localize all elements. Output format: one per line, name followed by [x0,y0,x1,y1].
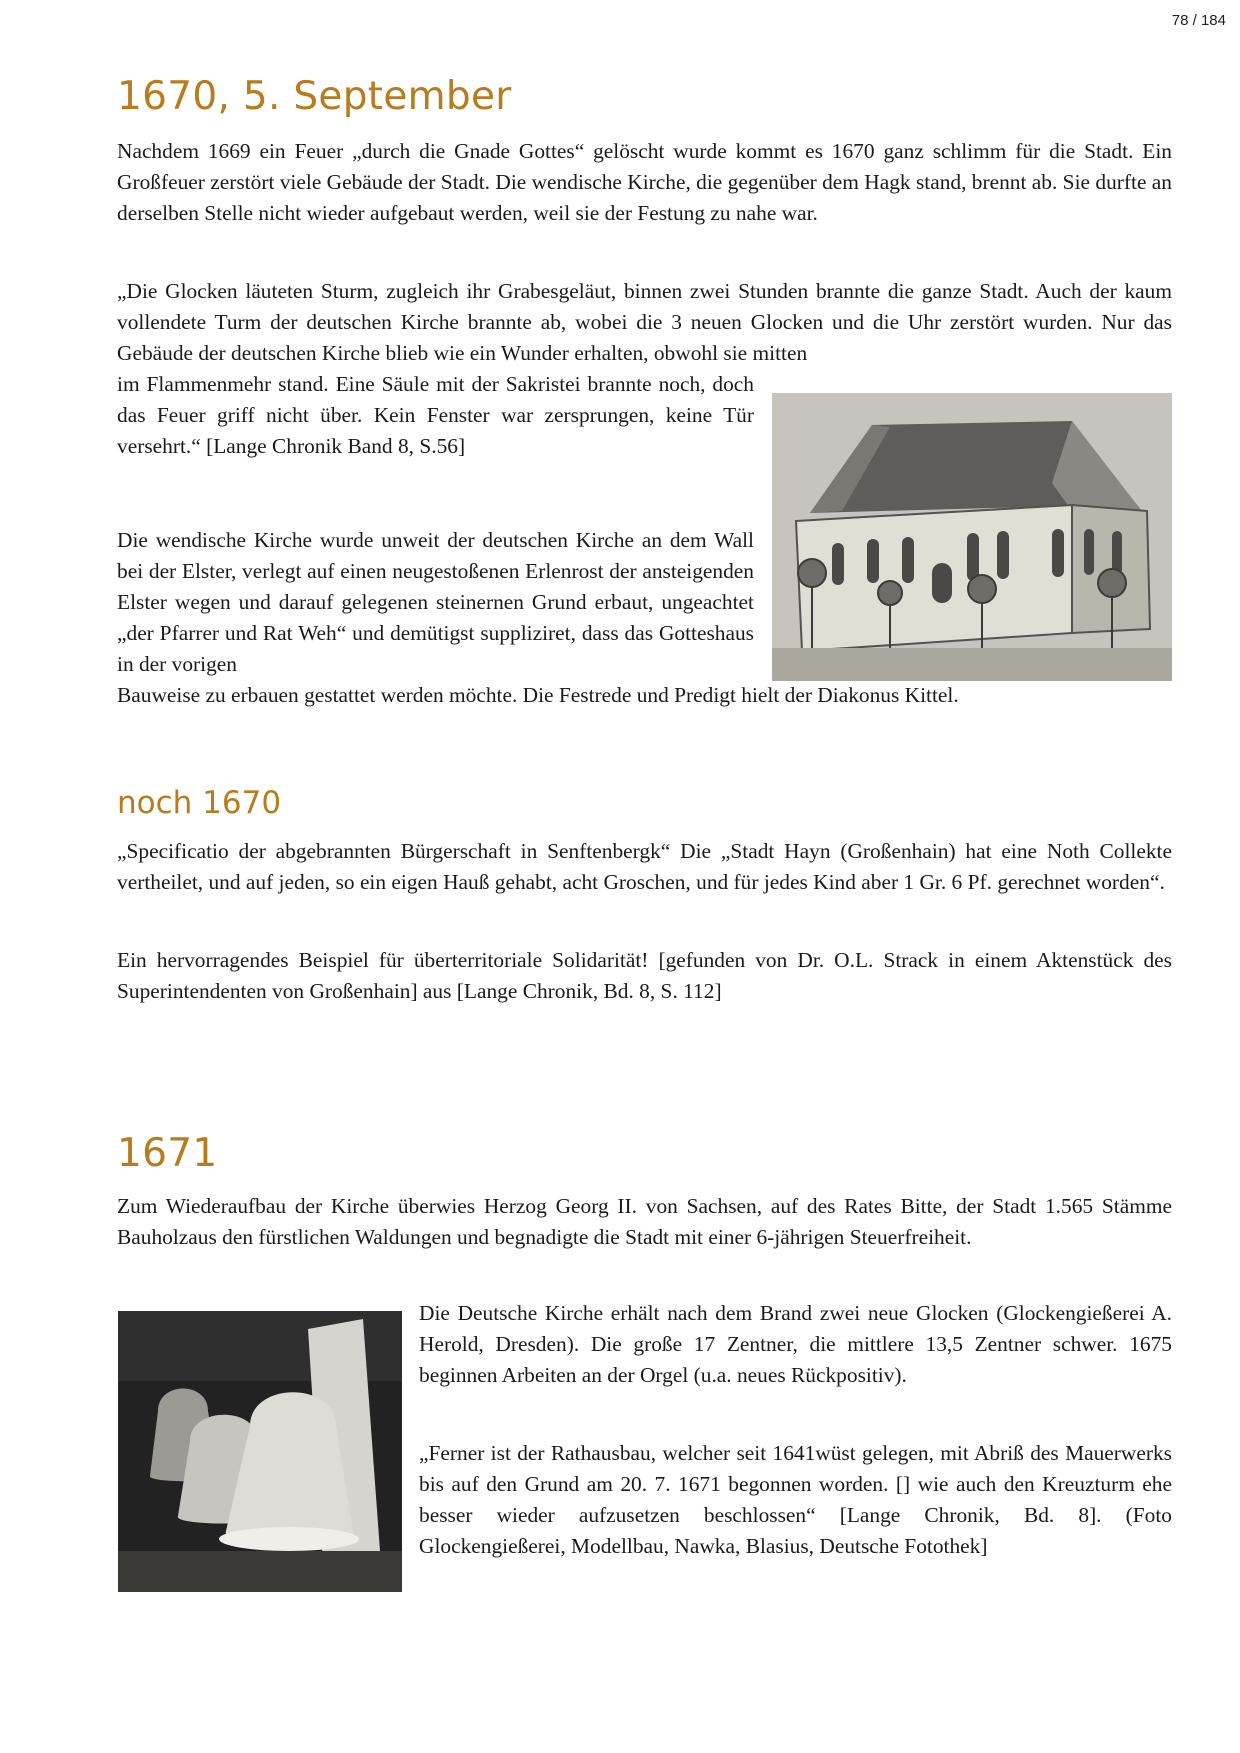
section-title-1670-september: 1670, 5. September [117,74,512,119]
section-title-noch-1670: noch 1670 [117,785,282,821]
paragraph-wendish-church: Die wendische Kirche wurde unweit der deutschen Kirche an dem Wall bei der Elster, verlegt auf einen neugestoßenen Erlenrost der ansteigenden Elster wegen und darauf gelegenen steinernen Grund erbaut, ungeachtet „der Pfarrer und Rat Weh“ und demütigst suppliziret, dass das Gotteshaus in der vorigen [117,528,754,676]
paragraph-quote-continued: im Flammenmehr stand. Eine Säule mit der Sakristei brannte noch, doch das Feuer griff nicht über. Kein Fenster war zersprungen, keine Tür versehrt.“ [Lange Chronik Band 8, S.56] [117,372,754,458]
paragraph-quote-bells: „Die Glocken läuteten Sturm, zugleich ihr Grabesgeläut, binnen zwei Stunden brannte die ganze Stadt. Auch der kaum vollendete Turm der deutschen Kirche brannte ab, wobei die 3 neuen Glocken und die Uhr zerstört wurden. Nur das Gebäude der deutschen Kirche blieb wie ein Wunder erhalten, obwohl sie mitten [117,279,1172,365]
page-number: 78 / 184 [1171,12,1226,29]
paragraph-solidarity: Ein hervorragendes Beispiel für überterritoriale Solidarität! [gefunden von Dr. O.L. Strack in einem Aktenstück des Superintendenten von Großenhain] aus [Lange Chronik, Bd. 8, S. 112] [117,948,1172,1003]
paragraph-reconstruction: Zum Wiederaufbau der Kirche überwies Herzog Georg II. von Sachsen, auf des Rates Bitte, der Stadt 1.565 Stämme Bauholzaus den fürstlichen Waldungen und begnadigte die Stadt mit einer 6-jährigen Steuerfreiheit. [117,1194,1172,1249]
church-sketch-image [772,393,1172,681]
paragraph-new-bells: Die Deutsche Kirche erhält nach dem Brand zwei neue Glocken (Glockengießerei A. Herold, Dresden). Die große 17 Zentner, die mittlere 13,5 Zentner schwer. 1675 beginnen Arbeiten an der Orgel (u.a. neues Rückpositiv). [419,1301,1172,1387]
bells-photo-image [118,1311,402,1592]
paragraph-specificatio: „Specificatio der abgebrannten Bürgerschaft in Senftenbergk“ Die „Stadt Hayn (Großenhain) hat eine Noth Collekte vertheilet, und auf jeden, so ein eigen Hauß gehabt, acht Groschen, und für jedes Kind aber 1 Gr. 6 Pf. gerechnet worden“. [117,839,1172,894]
paragraph-fire-1669: Nachdem 1669 ein Feuer „durch die Gnade Gottes“ gelöscht wurde kommt es 1670 ganz schlimm für die Stadt. Ein Großfeuer zerstört viele Gebäude der Stadt. Die wendische Kirche, die gegenüber dem Hagk stand, brennt ab. Sie durfte an derselben Stelle nicht wieder aufgebaut werden, weil sie der Festung zu nahe war. [117,139,1172,225]
paragraph-wendish-church-end: Bauweise zu erbauen gestattet werden möchte. Die Festrede und Predigt hielt der Diakonus Kittel. [117,683,959,707]
paragraph-town-hall: „Ferner ist der Rathausbau, welcher seit 1641wüst gelegen, mit Abriß des Mauerwerks bis auf den Grund am 20. 7. 1671 begonnen worden. [] wie auch den Kreuzturm ehe besser wieder aufzusetzen beschlossen“ [Lange Chronik, Bd. 8]. (Foto Glockengießerei, Modellbau, Nawka, Blasius, Deutsche Fotothek] [419,1441,1172,1558]
section-title-1671: 1671 [117,1131,218,1176]
